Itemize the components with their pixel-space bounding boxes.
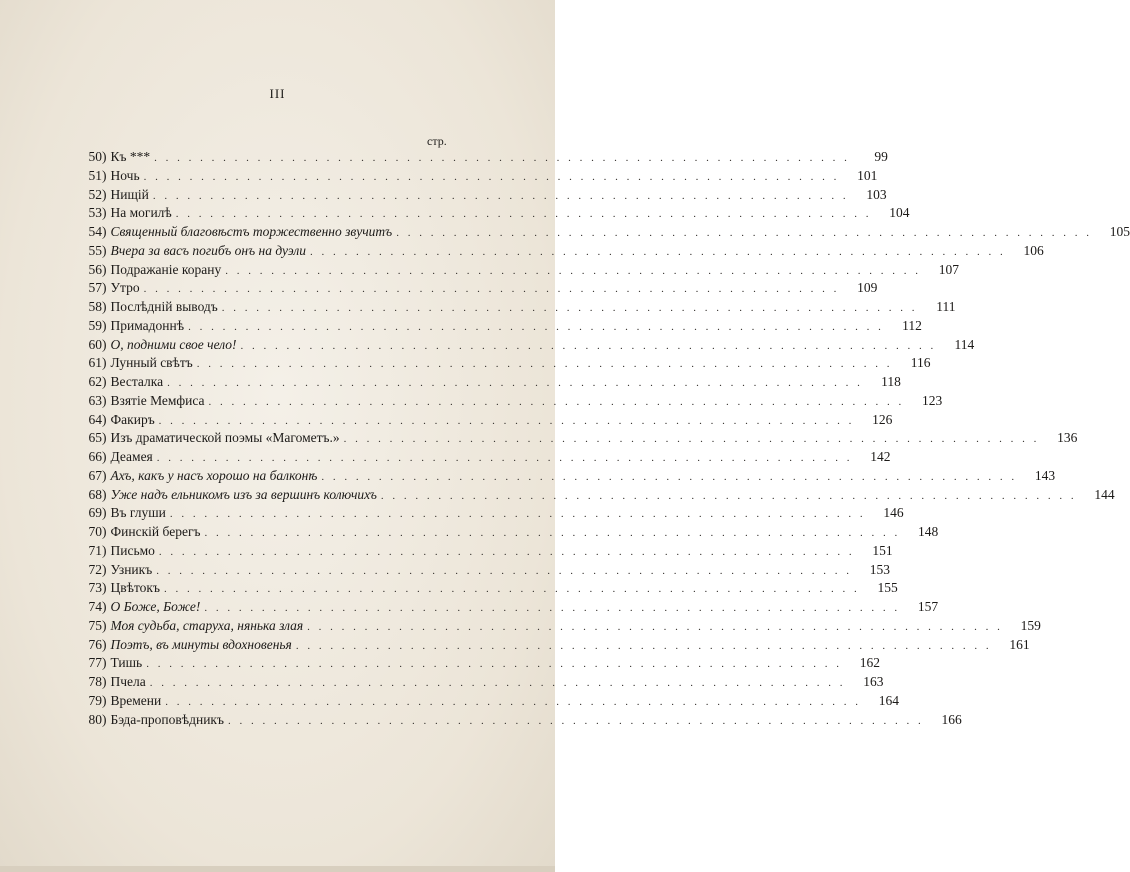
toc-entry-page: 144 [1094, 486, 1115, 502]
dot-leader [228, 715, 924, 727]
toc-entry-number: 72 [88, 561, 102, 577]
dot-leader [167, 377, 863, 389]
dot-leader [396, 227, 1092, 239]
toc-entry-title: Финскій берегъ [110, 524, 201, 539]
toc-entry-page: 126 [872, 411, 893, 427]
toc-entry-paren: ) [102, 149, 107, 164]
page-number: III [269, 86, 286, 101]
toc-entry-paren: ) [102, 655, 107, 671]
toc-entry [78, 392, 943, 412]
toc-entry-title: Къ *** [110, 149, 151, 164]
toc-entry-paren: ) [102, 467, 107, 483]
toc-entry-page: 155 [877, 580, 898, 596]
toc-entry-number: 56 [88, 261, 102, 277]
toc-entry-title: Вчера за васъ погибъ онъ на дуэли [110, 242, 307, 258]
toc-entry-paren: ) [102, 711, 107, 727]
toc-entry [78, 411, 893, 431]
toc-entry-number: 52 [88, 186, 102, 202]
toc-entry-title: Времени [110, 692, 162, 708]
toc-entry-title: Лунный свѣтъ [110, 355, 193, 371]
toc-entry-page: 111 [936, 299, 956, 314]
toc-entry-page: 123 [922, 392, 943, 408]
dot-leader [159, 546, 855, 558]
toc-entry-page: 112 [902, 317, 922, 333]
dot-leader [156, 565, 852, 577]
toc-entry-number: 73 [88, 580, 102, 596]
toc-entry-title: Пчела [110, 674, 146, 689]
toc-entry [78, 355, 931, 374]
toc-entry-number: 74 [88, 599, 102, 614]
dot-leader [209, 396, 905, 408]
dot-leader [307, 621, 1003, 633]
toc-entry-title: Въ глуши [110, 505, 166, 521]
toc-entry-paren: ) [102, 542, 107, 558]
toc-entry-page: 114 [954, 336, 975, 352]
dot-leader [204, 602, 900, 614]
toc-entry [78, 636, 1030, 656]
toc-entry-title: Утро [110, 280, 140, 296]
toc-entry-title: Взятіе Мемфиса [110, 392, 205, 408]
toc-entry-paren: ) [102, 186, 107, 202]
toc-entry-number: 61 [88, 355, 102, 371]
toc-entry-number: 70 [88, 524, 102, 539]
toc-entry-page: 106 [1023, 242, 1044, 258]
toc-entry-number: 76 [88, 636, 102, 652]
toc-entry-paren: ) [102, 580, 107, 596]
toc-entry [78, 224, 1130, 243]
toc-entry-number: 63 [88, 392, 102, 408]
toc-entry-paren: ) [102, 261, 107, 277]
dot-leader [165, 696, 861, 708]
toc-entry [78, 242, 1044, 262]
dot-leader [176, 208, 872, 220]
toc-entry-number: 69 [88, 505, 102, 521]
toc-entry-title: Ахъ, какъ у насъ хорошо на балконѣ [110, 467, 318, 483]
toc-entry-page: 143 [1034, 467, 1056, 483]
toc-entry-paren: ) [102, 411, 107, 427]
toc-entry-title: Тишь [110, 655, 143, 671]
toc-entry [78, 674, 884, 693]
toc-entry-title: Деамея [110, 449, 153, 464]
toc-entry-paren: ) [102, 336, 107, 352]
toc-entry-page: 101 [857, 167, 878, 183]
toc-entry [78, 561, 890, 581]
toc-entry [78, 505, 904, 524]
toc-entry-paren: ) [102, 224, 107, 239]
dot-leader [144, 171, 840, 183]
toc-entry-number: 77 [88, 655, 102, 671]
toc-entry [78, 299, 956, 318]
toc-entry-page: 104 [889, 205, 910, 221]
dot-leader [197, 358, 893, 370]
dot-leader [150, 677, 846, 689]
toc-entry [78, 486, 1115, 506]
toc-entry-paren: ) [102, 617, 107, 633]
toc-entry [78, 430, 1078, 449]
toc-entry-page: 136 [1057, 430, 1078, 446]
dot-leader [144, 283, 840, 295]
toc-entry-title: Поэтъ, въ минуты вдохновенья [110, 636, 292, 652]
toc-entry [78, 599, 939, 618]
toc-entry [78, 167, 878, 187]
toc-entry-paren: ) [102, 299, 107, 314]
dot-leader [222, 302, 918, 314]
toc-entry [78, 186, 887, 206]
toc-entry-number: 80 [88, 711, 102, 727]
toc-entry-number: 60 [88, 336, 102, 352]
toc-entry [78, 711, 962, 731]
toc-entry-paren: ) [102, 280, 107, 296]
toc-entry-title: Факиръ [110, 411, 155, 427]
dot-leader [146, 658, 842, 670]
toc-entry-paren: ) [102, 430, 107, 446]
toc-entry [78, 149, 888, 168]
toc-entry-page: 166 [941, 711, 962, 727]
toc-entry [78, 205, 910, 224]
toc-entry-number: 57 [88, 280, 102, 296]
dot-leader [164, 583, 860, 595]
toc-entry-paren: ) [102, 561, 107, 577]
toc-entry-number: 71 [88, 542, 102, 558]
page-column-header: стр. [427, 134, 447, 148]
toc-entry-paren: ) [102, 636, 107, 652]
toc-entry-number: 75 [88, 617, 102, 633]
toc-entry-title: Нищій [110, 186, 149, 202]
toc-entry-page: 99 [874, 149, 888, 164]
toc-entry-title: Уже надъ ельникомъ изъ за вершинъ колючихъ [110, 486, 377, 502]
toc-entry-page: 116 [910, 355, 931, 371]
dot-leader [157, 452, 853, 464]
toc-entry-paren: ) [102, 599, 107, 614]
toc-entry-title: Узникъ [110, 561, 153, 577]
toc-entry-page: 105 [1109, 224, 1130, 239]
toc-entry [78, 317, 922, 337]
toc-entry [78, 374, 901, 393]
toc-entry-number: 51 [88, 167, 102, 183]
toc-entry [78, 467, 1056, 487]
toc-entry-page: 159 [1020, 617, 1041, 633]
toc-entry-title: Ночь [110, 167, 140, 183]
toc-entry-title: Цвѣтокъ [110, 580, 160, 596]
toc-entry-title: Изъ драматической поэмы «Магометъ.» [110, 430, 340, 446]
toc-entry [78, 692, 899, 712]
toc-entry-title: Весталка [110, 374, 164, 389]
toc-entry-paren: ) [102, 392, 107, 408]
toc-entry-page: 153 [869, 561, 890, 577]
dot-leader [225, 265, 921, 277]
toc-entry-number: 59 [88, 317, 102, 333]
toc-entry-paren: ) [102, 505, 107, 521]
toc-entry-number: 65 [88, 430, 102, 446]
toc-entry-number: 66 [88, 449, 102, 464]
toc-entry-title: Подражаніе корану [110, 261, 222, 277]
dot-leader [153, 190, 849, 202]
toc-entry-paren: ) [102, 242, 107, 258]
toc-entry-page: 151 [872, 542, 893, 558]
toc-entry-number: 64 [88, 411, 102, 427]
dot-leader [159, 415, 855, 427]
toc-entry-title: Священный благовѣстъ торжественно звучитъ [110, 224, 393, 239]
toc-entry-page: 163 [863, 674, 884, 689]
toc-entry [78, 617, 1041, 637]
toc-entry-title: Письмо [110, 542, 155, 558]
table-of-contents [78, 149, 1130, 730]
toc-entry-page: 146 [883, 505, 904, 521]
toc-entry-number: 68 [88, 486, 102, 502]
toc-entry-title: Примадоннѣ [110, 317, 185, 333]
toc-entry-title: Послѣдній выводъ [110, 299, 218, 314]
toc-entry [78, 280, 878, 299]
toc-entry-number: 67 [88, 467, 102, 483]
toc-entry-page: 142 [870, 449, 891, 464]
toc-entry-paren: ) [102, 317, 107, 333]
toc-entry-page: 148 [917, 524, 939, 539]
toc-entry [78, 449, 891, 468]
dot-leader [296, 640, 992, 652]
toc-entry-number: 50 [88, 149, 102, 164]
dot-leader [154, 152, 850, 164]
toc-entry-page: 103 [866, 186, 887, 202]
dot-leader [381, 490, 1077, 502]
toc-entry-number: 78 [88, 674, 102, 689]
toc-entry-number: 53 [88, 205, 102, 221]
dot-leader [241, 340, 937, 352]
toc-entry [78, 261, 959, 281]
toc-entry-title: Моя судьба, старуха, нянька злая [110, 617, 304, 633]
toc-entry [78, 336, 975, 356]
toc-entry-paren: ) [102, 167, 107, 183]
dot-leader [344, 433, 1040, 445]
dot-leader [321, 471, 1017, 483]
toc-entry-paren: ) [102, 486, 107, 502]
toc-entry-page: 162 [859, 655, 880, 671]
toc-entry-paren: ) [102, 205, 107, 221]
toc-entry-title: На могилѣ [110, 205, 172, 221]
toc-entry-page: 161 [1009, 636, 1030, 652]
toc-entry-title: Бэда-проповѣдникъ [110, 711, 224, 727]
toc-entry-page: 118 [881, 374, 901, 389]
toc-entry [78, 542, 893, 562]
toc-entry-number: 54 [88, 224, 102, 239]
toc-entry-paren: ) [102, 355, 107, 371]
dot-leader [170, 508, 866, 520]
toc-entry-page: 164 [878, 692, 899, 708]
toc-entry [78, 580, 898, 599]
dot-leader [188, 321, 884, 333]
toc-entry [78, 524, 939, 543]
toc-entry-paren: ) [102, 449, 107, 464]
toc-entry-number: 79 [88, 692, 102, 708]
toc-entry-title: О Боже, Боже! [110, 599, 201, 614]
toc-entry-page: 157 [917, 599, 939, 614]
toc-entry-page: 107 [938, 261, 959, 277]
toc-entry-number: 58 [88, 299, 102, 314]
toc-entry-page: 109 [857, 280, 878, 296]
toc-entry-paren: ) [102, 692, 107, 708]
toc-entry-number: 62 [88, 374, 102, 389]
toc-entry [78, 655, 880, 674]
toc-entry-paren: ) [102, 674, 107, 689]
toc-entry-paren: ) [102, 524, 107, 539]
toc-entry-number: 55 [88, 242, 102, 258]
dot-leader [310, 246, 1006, 258]
dot-leader [204, 527, 900, 539]
toc-entry-title: О, подними свое чело! [110, 336, 237, 352]
toc-entry-paren: ) [102, 374, 107, 389]
